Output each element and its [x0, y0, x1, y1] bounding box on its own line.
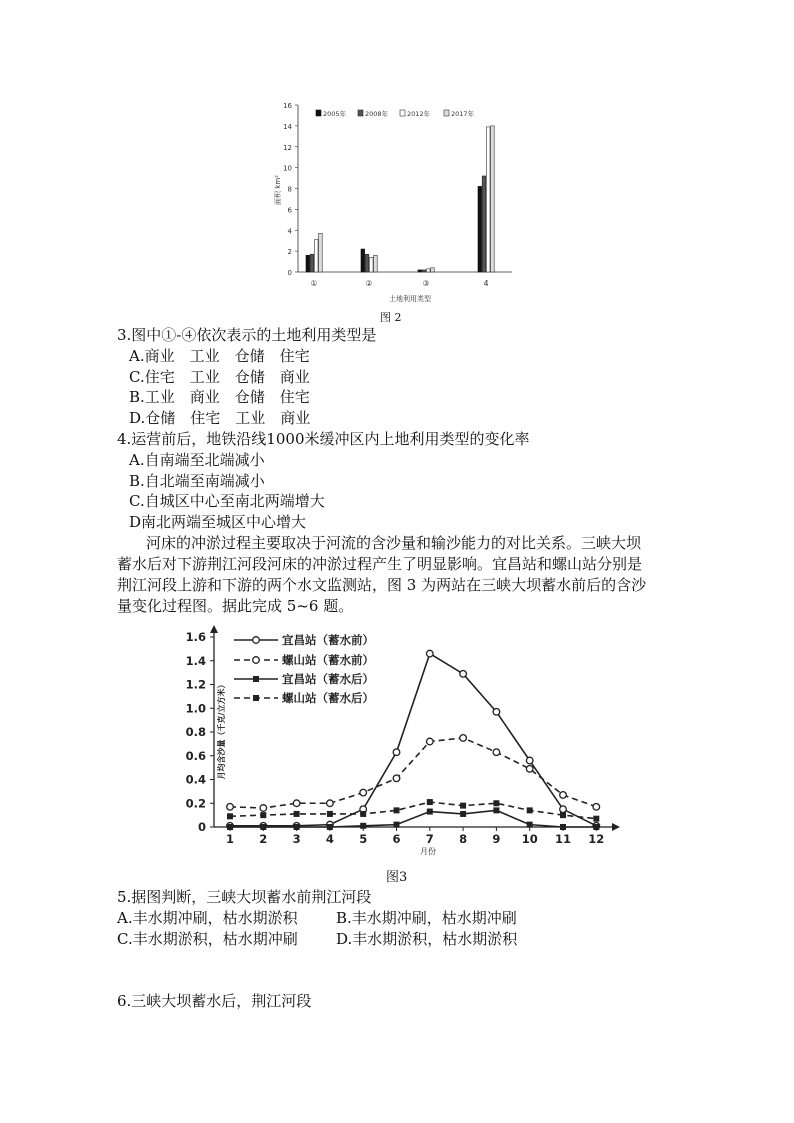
legend-label: 螺山站（蓄水后） [282, 691, 374, 705]
bar-2012年-③ [426, 269, 430, 272]
point-s1-m3 [293, 800, 300, 807]
q4-option-c: C.自城区中心至南北两端增大 [129, 492, 325, 510]
q5-option-a: A.丰水期冲刷，枯水期淤积 [117, 909, 298, 927]
y-tick-label: 0 [287, 269, 292, 277]
y-tick-label: 0.6 [185, 748, 206, 763]
point-s1-m2 [260, 805, 267, 812]
point-s2-m4 [327, 824, 333, 830]
bar-2005年-③ [418, 270, 422, 272]
bar-2017年-③ [431, 268, 435, 272]
x-tick-label: 2 [259, 832, 268, 846]
bar-2005年-② [361, 249, 365, 272]
y-tick-label: 16 [283, 102, 292, 110]
q4-option-d: D南北两端至城区中心增大 [129, 513, 307, 531]
q3-option-a: A.商业 工业 仓储 住宅 [129, 347, 310, 365]
x-tick-label: 9 [492, 832, 501, 846]
y-tick-label: 1.4 [185, 653, 206, 668]
category-label: ① [310, 279, 318, 288]
legend-label: 2005年 [323, 110, 347, 118]
point-s2-m2 [260, 824, 266, 830]
point-s2-m1 [227, 824, 233, 830]
bar-2008年-4 [482, 176, 486, 272]
q5-option-d: D.丰水期淤积，枯水期淤积 [336, 930, 518, 948]
point-s3-m8 [460, 803, 466, 809]
point-s1-m5 [360, 789, 367, 796]
q3-option-d: D.仓储 住宅 工业 商业 [129, 409, 311, 427]
question-6-stem: 6.三峡大坝蓄水后，荆江河段 [117, 992, 312, 1010]
point-s3-m11 [560, 812, 566, 818]
point-s1-m9 [493, 749, 500, 756]
bar-2005年-4 [478, 186, 482, 272]
passage-line-1: 河床的冲淤过程主要取决于河流的含沙量和输沙能力的对比关系。三峡大坝 [146, 534, 642, 552]
x-tick-label: 3 [292, 832, 301, 846]
y-axis-arrow [210, 625, 218, 633]
x-tick-label: 5 [359, 832, 368, 846]
point-s0-m11 [560, 806, 567, 813]
legend-label: 2012年 [407, 110, 431, 118]
point-s2-m12 [593, 824, 599, 830]
y-tick-label: 14 [283, 122, 292, 131]
y-axis-label: 面积 km² [274, 175, 282, 205]
point-s2-m9 [493, 807, 499, 813]
bar-2017年-② [374, 255, 378, 272]
y-tick-label: 1.0 [185, 701, 206, 716]
point-s2-m8 [460, 811, 466, 817]
x-tick-label: 10 [521, 832, 538, 846]
point-s1-m7 [427, 738, 434, 745]
question-3-stem: 3.图中①-④依次表示的土地利用类型是 [117, 326, 377, 344]
q5-option-c: C.丰水期淤积，枯水期冲刷 [117, 930, 298, 948]
q5-option-b: B.丰水期冲刷，枯水期冲刷 [336, 909, 517, 927]
passage-line-4: 量变化过程图。据此完成 5~6 题。 [117, 597, 354, 615]
point-s0-m9 [493, 709, 500, 716]
point-s3-m9 [493, 800, 499, 806]
series-line-1 [230, 738, 596, 808]
point-s1-m12 [593, 804, 600, 811]
question-4-stem: 4.运营前后，地铁沿线1000米缓冲区内上地利用类型的变化率 [117, 430, 530, 448]
point-s2-m3 [294, 824, 300, 830]
figure-2-caption: 图 2 [380, 311, 402, 324]
y-axis-label: 月均含沙量（千克/立方米） [217, 680, 226, 780]
y-tick-label: 10 [283, 164, 292, 173]
legend-swatch-3 [444, 110, 449, 116]
passage-line-2: 蓄水后对下游荆江河段河床的冲淤过程产生了明显影响。宜昌站和螺山站分别是 [117, 555, 643, 573]
figure-3-caption: 图3 [386, 870, 408, 885]
point-s3-m6 [394, 807, 400, 813]
x-axis-arrow [612, 823, 620, 831]
point-s2-m6 [394, 822, 400, 828]
x-tick-label: 8 [459, 832, 468, 846]
x-tick-label: 4 [325, 832, 334, 846]
point-s0-m10 [526, 757, 533, 764]
bar-2012年-② [369, 257, 373, 272]
x-tick-label: 1 [225, 832, 235, 846]
y-tick-label: 0.2 [185, 796, 206, 811]
point-s0-m6 [393, 749, 400, 756]
land-use-area-bar-chart [260, 95, 520, 307]
legend-marker-0 [253, 637, 260, 644]
point-s2-m11 [560, 824, 566, 830]
legend-label: 2017年 [451, 110, 475, 118]
y-tick-label: 6 [287, 206, 292, 215]
point-s0-m8 [460, 671, 467, 678]
point-s3-m12 [593, 816, 599, 822]
q3-option-b: B.工业 商业 仓储 住宅 [129, 388, 310, 406]
legend-label: 2008年 [365, 110, 389, 118]
question-5-stem: 5.据图判断，三峡大坝蓄水前荆江河段 [117, 888, 372, 906]
x-tick-label: 11 [554, 832, 572, 846]
point-s1-m1 [227, 804, 234, 811]
x-tick-label: 6 [392, 832, 401, 846]
point-s3-m7 [427, 799, 433, 805]
series-line-2 [230, 810, 596, 827]
x-axis-label: 月份 [420, 847, 436, 856]
legend-label: 宜昌站（蓄水前） [282, 633, 374, 647]
y-tick-label: 8 [287, 185, 292, 194]
legend-swatch-0 [316, 110, 321, 116]
legend-marker-3 [253, 695, 259, 701]
x-axis-label: 土地利用类型 [389, 295, 431, 303]
y-tick-label: 0.4 [185, 772, 206, 787]
point-s1-m11 [560, 792, 567, 799]
bar-2017年-① [319, 233, 323, 272]
bar-2005年-① [306, 255, 310, 272]
sediment-concentration-line-chart [176, 620, 626, 865]
y-tick-label: 1.2 [185, 677, 206, 692]
y-tick-label: 4 [287, 227, 292, 236]
point-s1-m4 [327, 800, 334, 807]
point-s3-m3 [294, 811, 300, 817]
category-label: 4 [483, 279, 489, 288]
point-s3-m1 [227, 813, 233, 819]
legend-swatch-1 [358, 110, 363, 116]
point-s2-m7 [427, 809, 433, 815]
point-s2-m10 [527, 822, 533, 828]
legend-marker-1 [253, 657, 260, 664]
point-s3-m4 [327, 811, 333, 817]
point-s3-m10 [527, 807, 533, 813]
q3-option-c: C.住宅 工业 仓储 商业 [129, 368, 310, 386]
bar-2012年-① [314, 240, 318, 272]
passage-line-3: 荆江河段上游和下游的两个水文监测站，图 3 为两站在三峡大坝蓄水前后的含沙 [117, 576, 647, 594]
y-tick-label: 0 [197, 820, 206, 834]
point-s0-m7 [427, 650, 434, 657]
y-tick-label: 1.6 [185, 630, 206, 644]
legend-marker-2 [253, 676, 259, 682]
q4-option-b: B.自北端至南端减小 [129, 472, 265, 490]
point-s1-m10 [526, 766, 533, 773]
point-s2-m5 [360, 823, 366, 829]
x-tick-label: 12 [588, 832, 605, 846]
category-label: ② [365, 279, 373, 288]
category-label: ③ [422, 279, 430, 288]
legend-label: 螺山站（蓄水前） [282, 653, 374, 667]
x-tick-label: 7 [425, 832, 434, 846]
y-tick-label: 2 [287, 248, 292, 257]
legend-swatch-2 [400, 110, 405, 116]
y-tick-label: 12 [283, 143, 292, 152]
point-s3-m2 [260, 812, 266, 818]
bar-2017年-4 [491, 126, 495, 272]
y-tick-label: 0.8 [185, 725, 206, 739]
point-s1-m6 [393, 775, 400, 782]
bar-2008年-① [310, 254, 314, 272]
bar-2012年-4 [486, 127, 490, 272]
bar-2008年-③ [422, 270, 426, 272]
legend-label: 宜昌站（蓄水后） [282, 672, 374, 686]
point-s3-m5 [360, 811, 366, 817]
bar-2008年-② [365, 254, 369, 272]
point-s1-m8 [460, 735, 467, 742]
q4-option-a: A.自南端至北端减小 [129, 451, 265, 469]
